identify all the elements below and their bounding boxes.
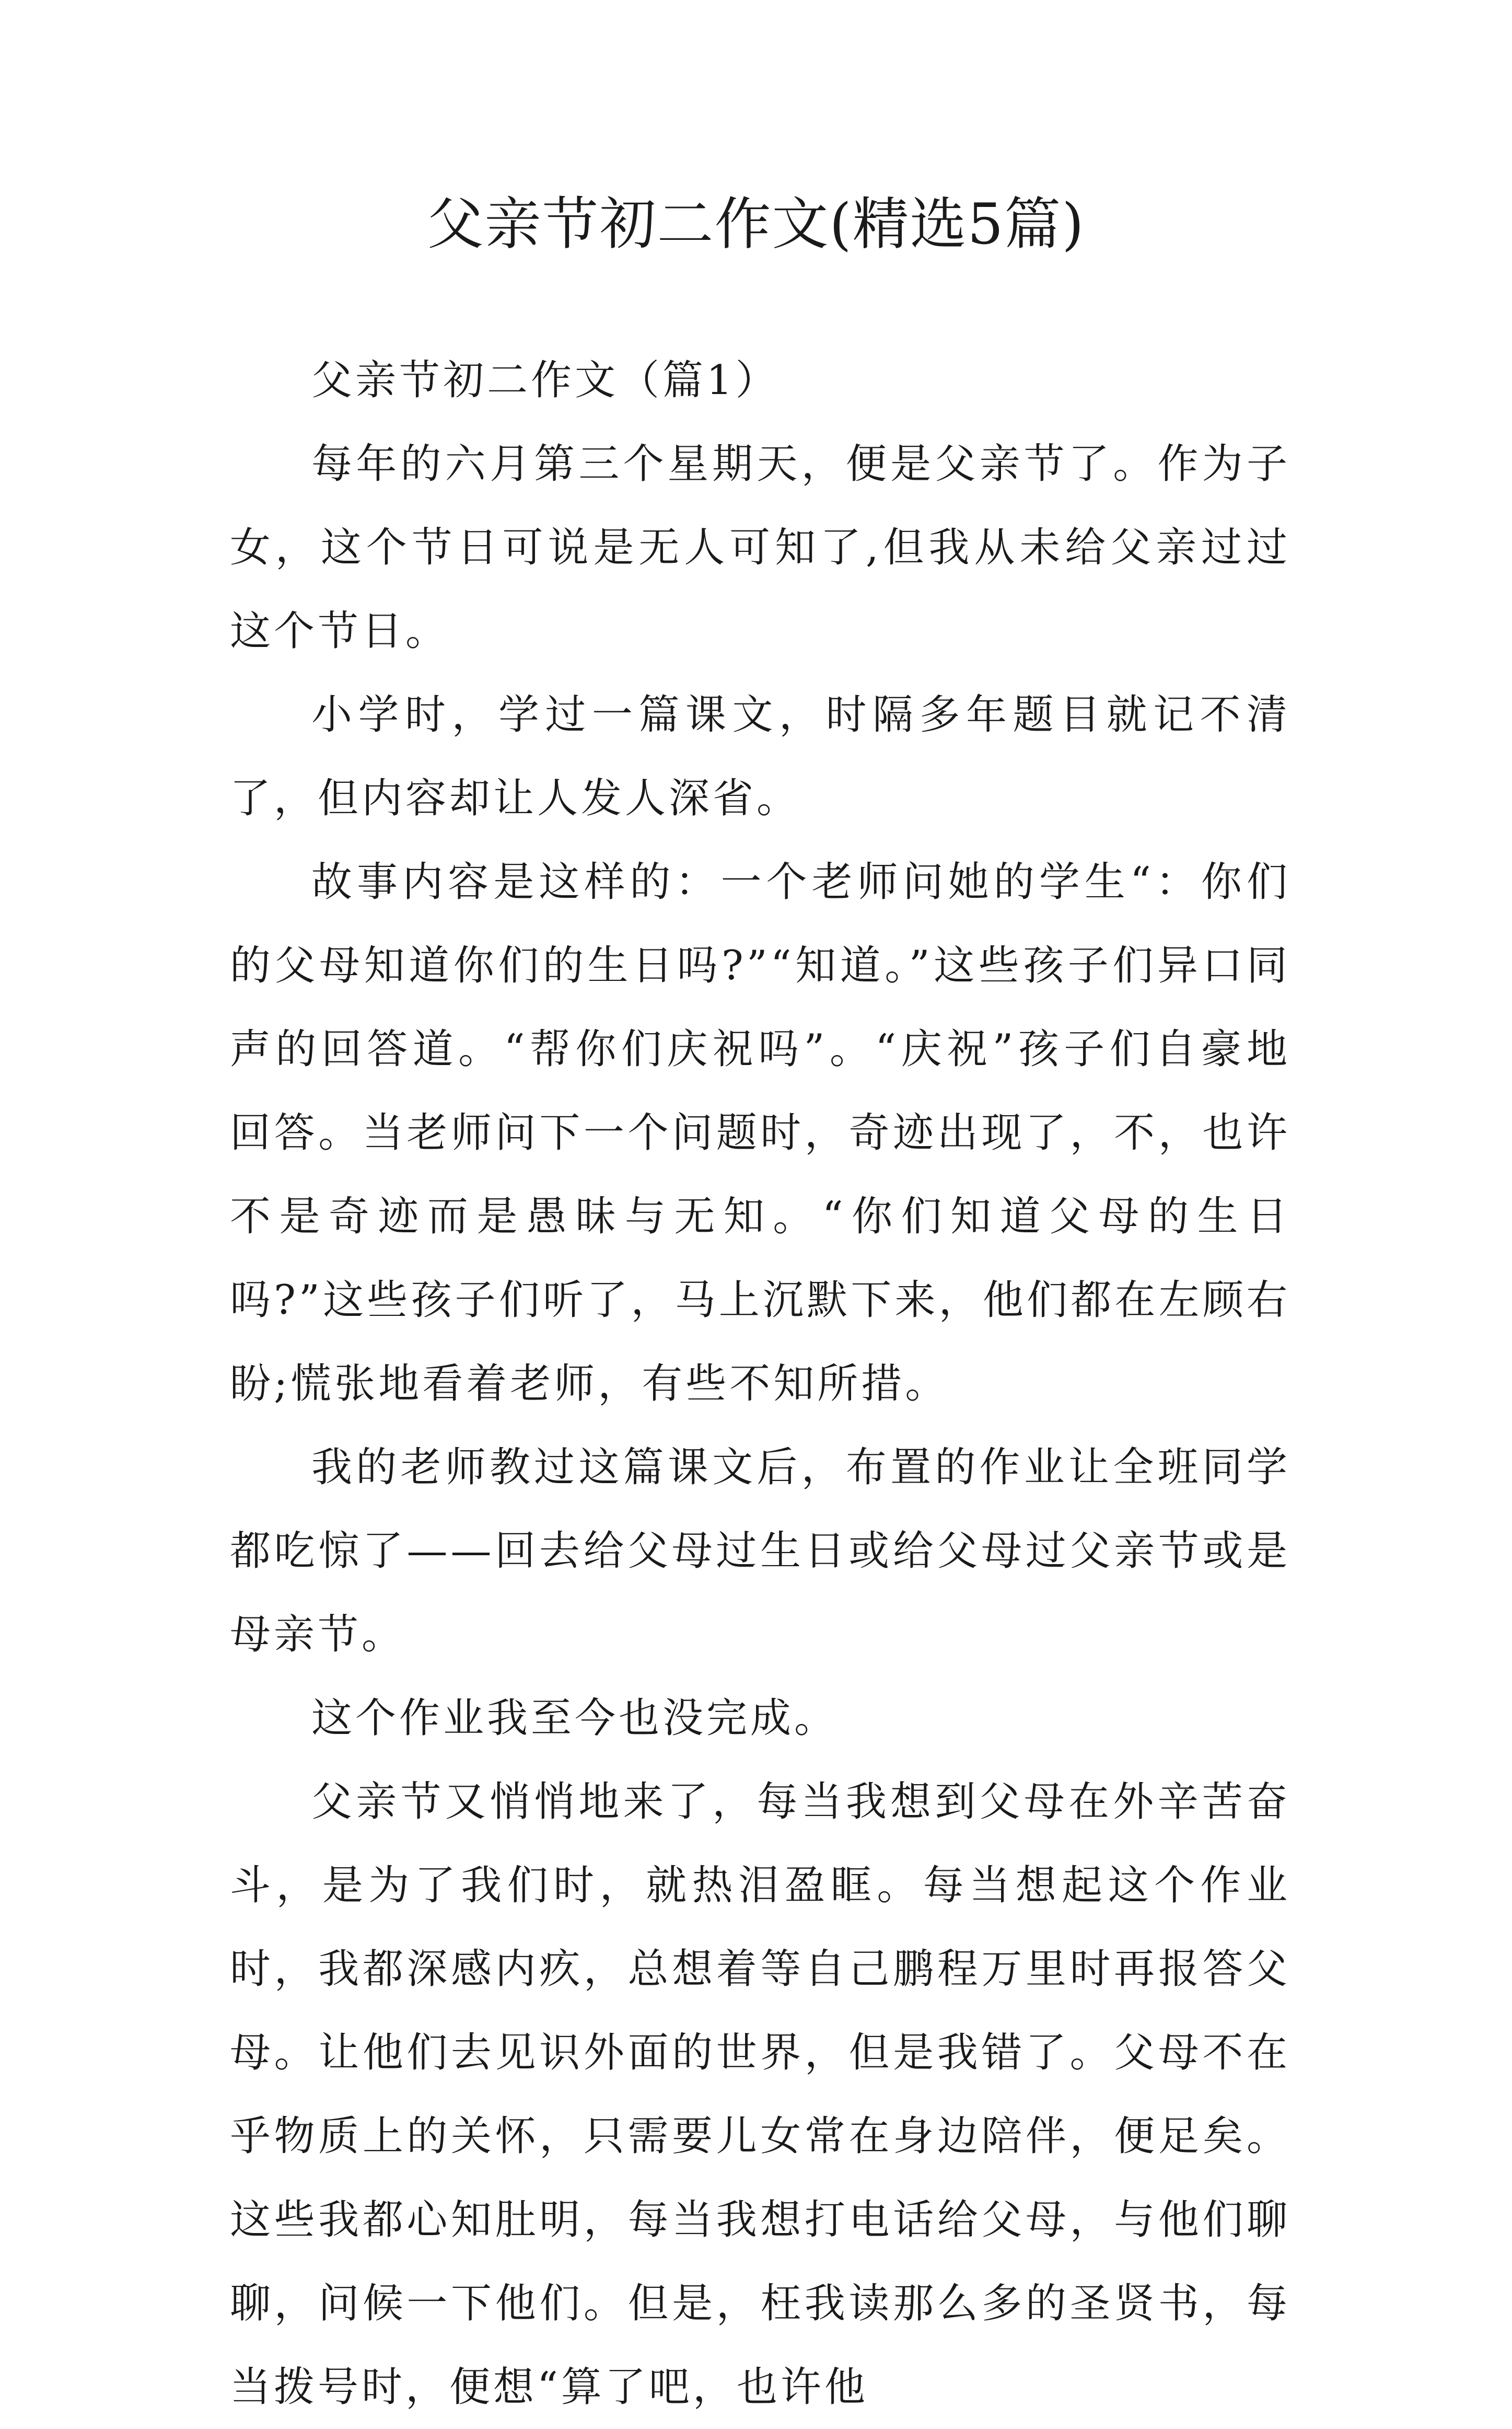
paragraph: 父亲节又悄悄地来了，每当我想到父母在外辛苦奋斗，是为了我们时，就热泪盈眶。每当想起这个作业时，我都深感内疚，总想着等自己鹏程万里时再报答父母。让他们去见识外面的世界，但是我错了。父母不在乎物质上的关怀，只需要儿女常在身边陪伴，便足矣。这些我都心知肚明，每当我想打电话给父母，与他们聊聊，问候一下他们。但是，枉我读那么多的圣贤书，每当拨号时，便想“算了吧，也许他 (230, 1778, 1290, 2411)
paragraph: 小学时，学过一篇课文，时隔多年题目就记不清了，但内容却让人发人深省。 (230, 691, 1290, 822)
paragraph: 我的老师教过这篇课文后，布置的作业让全班同学都吃惊了——回去给父母过生日或给父母过父亲节或是母亲节。 (230, 1444, 1290, 1658)
paragraph: 每年的六月第三个星期天，便是父亲节了。作为子女，这个节日可说是无人可知了,但我从未给父亲过过这个节日。 (230, 441, 1290, 655)
paragraph: 故事内容是这样的：一个老师问她的学生“：你们的父母知道你们的生日吗?”“知道。”这些孩子们异口同声的回答道。“帮你们庆祝吗”。“庆祝”孩子们自豪地回答。当老师问下一个问题时，奇迹出现了，不，也许不是奇迹而是愚昧与无知。“你们知道父母的生日吗?”这些孩子们听了，马上沉默下来，他们都在左顾右盼;慌张地看着老师，有些不知所措。 (230, 859, 1290, 1407)
section-heading: 父亲节初二作文（篇1） (311, 357, 780, 404)
paragraph: 这个作业我至今也没完成。 (311, 1695, 839, 1742)
document-body (230, 339, 1290, 2429)
document-title: 父亲节初二作文(精选5篇) (427, 192, 1085, 257)
